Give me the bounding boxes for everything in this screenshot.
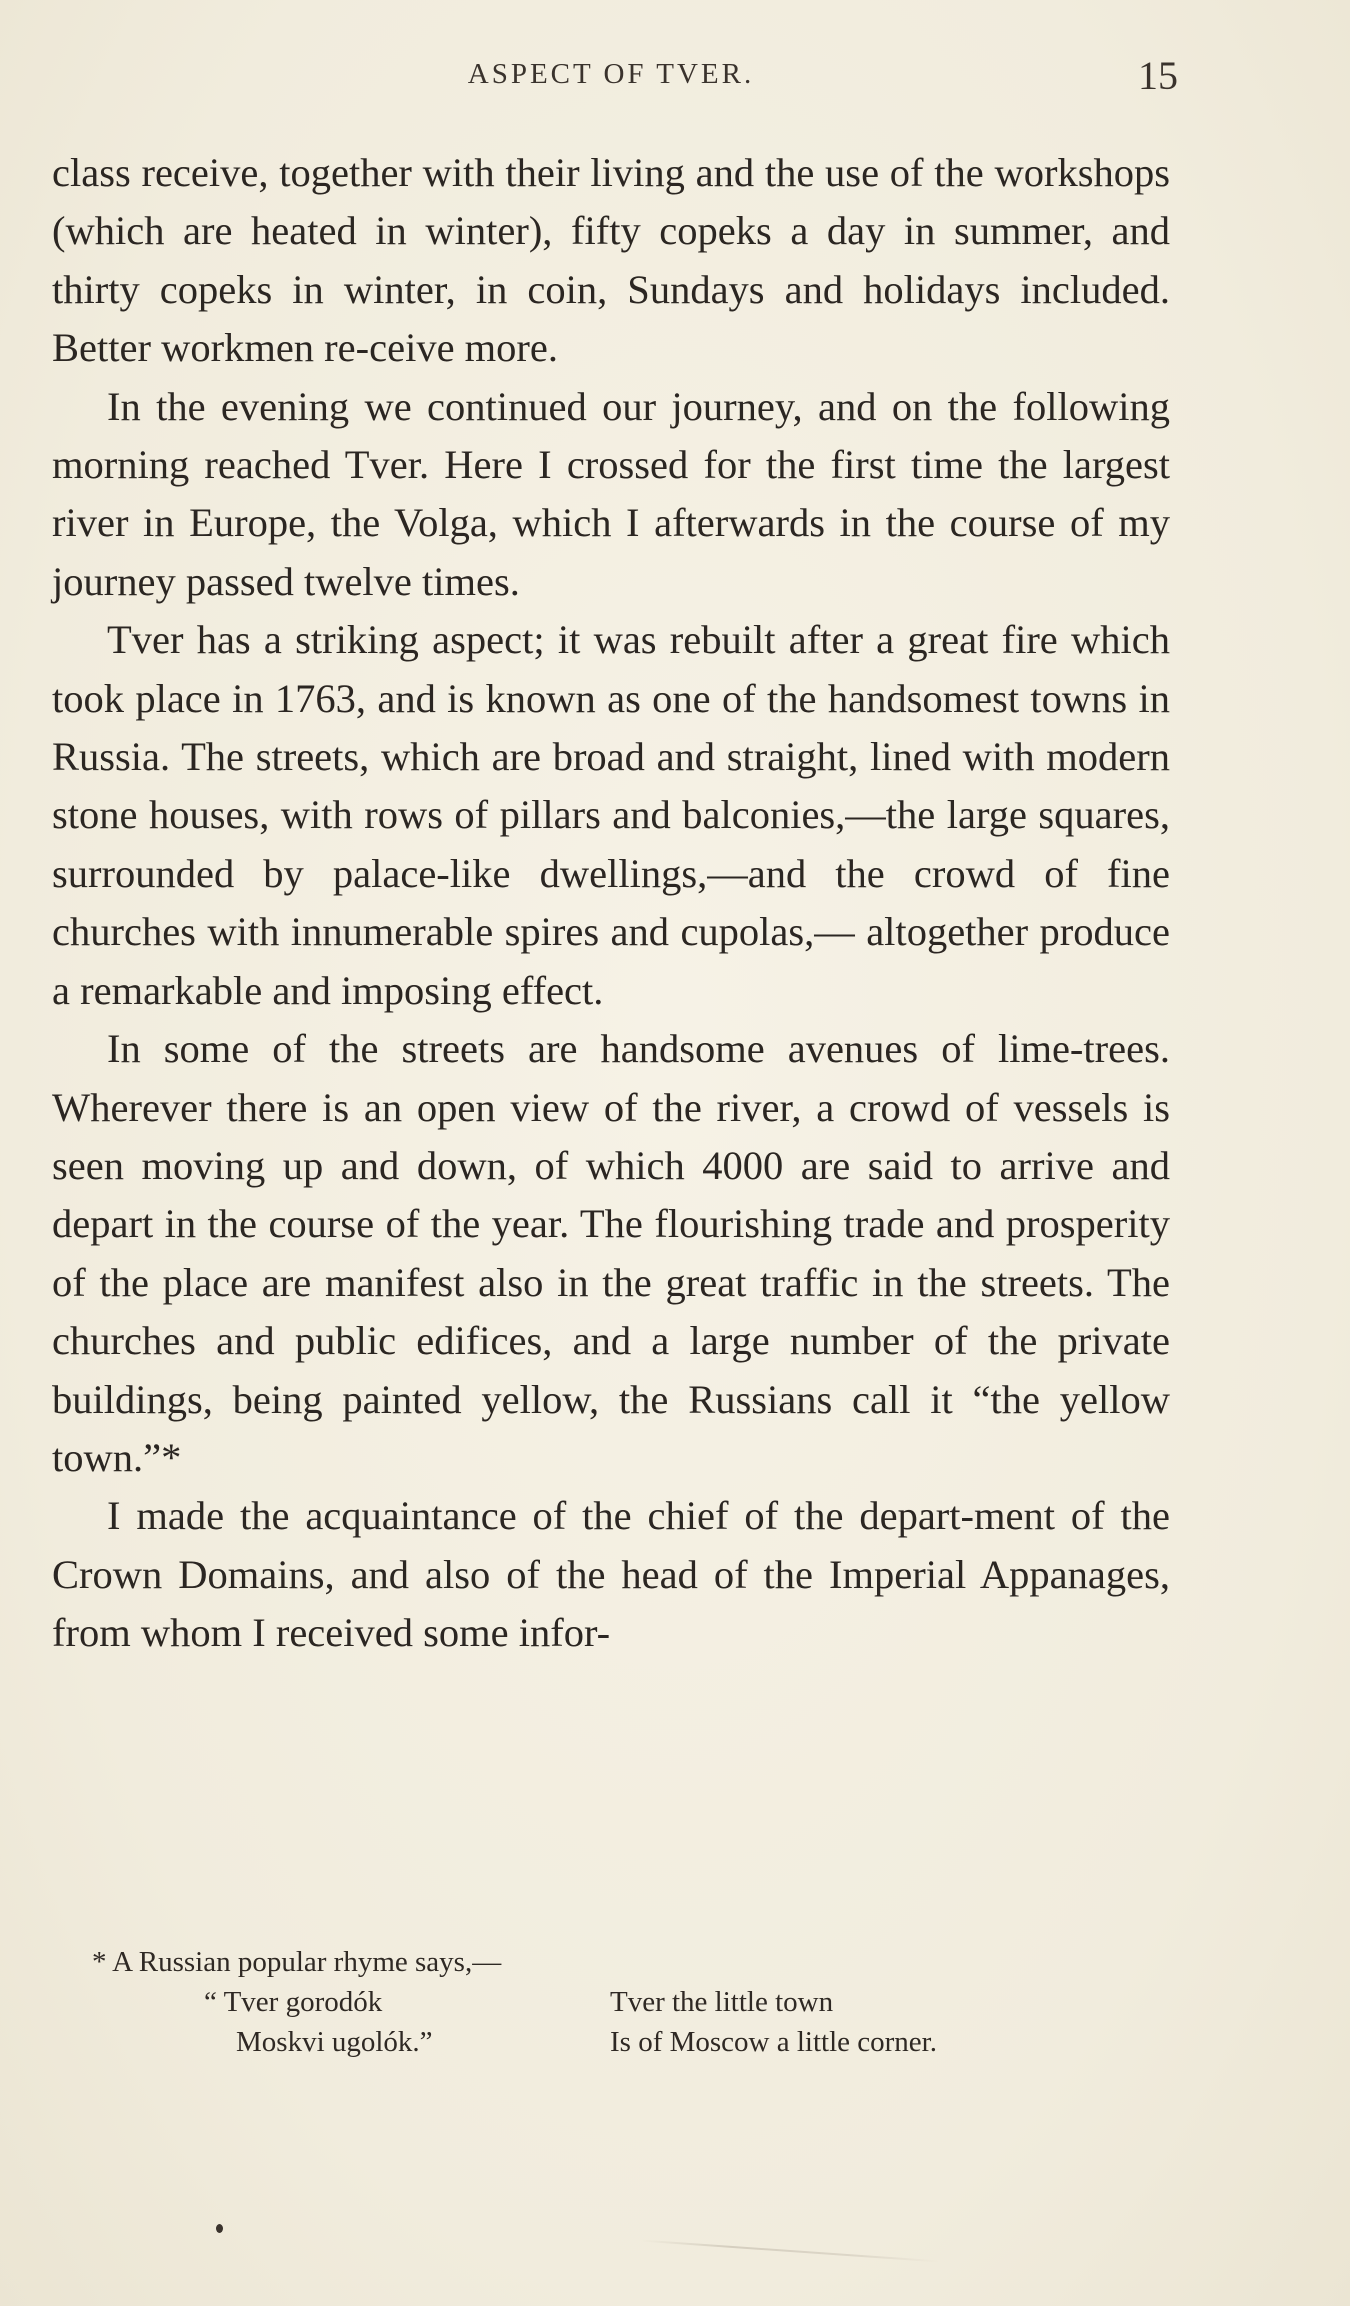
page-number: 15	[1138, 53, 1178, 98]
footnote-verse	[52, 1982, 1170, 2062]
paragraph-journey: In the evening we continued our journey, and on the following morning reached Tver. Here I crossed for the first time the largest river in Europe, the Volga, which I afterwards in the course of my journey passed twelve times.	[52, 383, 1170, 604]
paper-mark	[640, 2240, 939, 2263]
verse-english-line-1: Tver the little town	[610, 1986, 834, 2018]
paragraph-acquaintance: I made the acquaintance of the chief of the depart-ment of the Crown Domains, and also of the head of the Imperial Appanages, from whom I received some infor-	[52, 1493, 1170, 1656]
paragraph-streets: In some of the streets are handsome avenues of lime-trees. Wherever there is an open view of the river, a crowd of vessels is seen moving up and down, of which 4000 are said to arrive and depart in the course of the year. The flourishing trade and prosperity of the place are manifest also in the great traffic in the streets. The churches and public edifices, and a large number of the private buildings, being painted yellow, the Russians call it “the yellow town.”*	[52, 1026, 1170, 1480]
paragraph-tver-aspect: Tver has a striking aspect; it was rebuilt after a great fire which took place in 1763, and is known as one of the handsomest towns in Russia. The streets, which are broad and straight, lined with modern stone houses, with rows of pillars and balconies,—the large squares, surrounded by palace-like dwellings,—and the crowd of fine churches with innumerable spires and cupolas,— altogether produce a remarkable and imposing effect.	[52, 617, 1170, 1013]
footnote-intro: * A Russian popular rhyme says,—	[92, 1946, 502, 1978]
body-text	[52, 144, 1170, 1663]
verse-russian-line-1: “ Tver gorodók	[204, 1986, 383, 2018]
verse-russian-line-2: Moskvi ugolók.”	[236, 2026, 433, 2058]
verse-english-line-2: Is of Moscow a little corner.	[610, 2026, 937, 2058]
footnote	[52, 1942, 1170, 2062]
running-title: ASPECT OF TVER.	[467, 58, 755, 90]
ink-speck	[216, 2224, 223, 2233]
paragraph-continuation: class receive, together with their living and the use of the workshops (which are heated in winter), fifty copeks a day in summer, and thirty copeks in winter, in coin, Sundays and holidays included. Better workmen re-ceive more.	[52, 150, 1170, 371]
running-head	[52, 52, 1178, 102]
